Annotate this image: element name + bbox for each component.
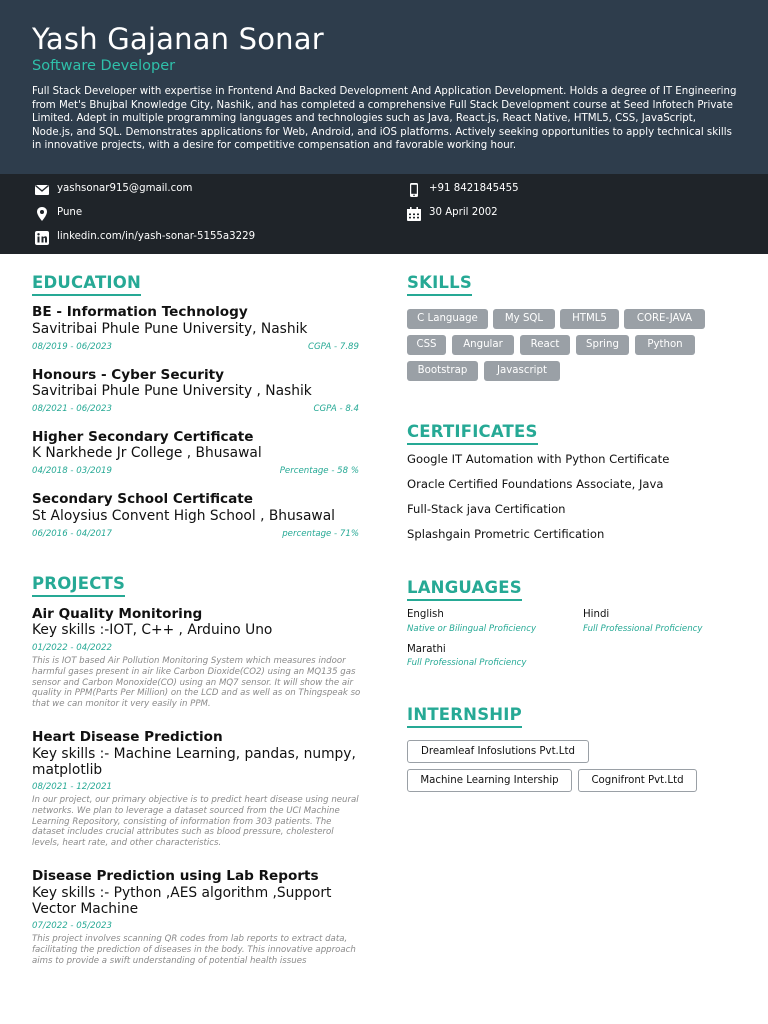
internship-heading: INTERNSHIP [407,705,522,728]
contact-bar [0,174,768,254]
project-description: This project involves scanning QR codes from lab reports to extract data, facilitating the prediction of diseases in the body. This innovative approach aims to provide a swift understanding of potential health issues [32,934,356,966]
language-proficiency: Native or Bilingual Proficiency [407,624,537,634]
education-dates: 06/2016 - 04/2017 [32,529,112,539]
map-pin-icon [34,206,50,222]
skill-tag: React [520,335,570,355]
internship-tag: Cognifront Pvt.Ltd [578,769,697,792]
project-description: This is IOT based Air Pollution Monitoring System which measures indoor harmful gases present in air like Carbon Dioxide(CO2) using an MQ135 gas sensor and Carbon Monoxide(CO) using an MQ7 sensor. It will show the air quality in PPM(Parts Per Million) on the LCD and as well as on Thingspeak so that we can monitor it very easily in PPM. [32,656,361,710]
projects-heading: PROJECTS [32,574,125,597]
language-name: English [407,609,444,620]
resume-header [0,0,768,174]
project-title: Heart Disease Prediction [32,729,223,745]
education-degree: Secondary School Certificate [32,491,253,507]
education-institution: Savitribai Phule Pune University, Nashik [32,321,308,337]
project-title: Air Quality Monitoring [32,606,203,622]
mobile-phone-icon [406,182,422,198]
education-heading: EDUCATION [32,273,141,296]
language-proficiency: Full Professional Proficiency [583,624,703,634]
language-name: Hindi [583,609,610,620]
internship-tag: Dreamleaf Infoslutions Pvt.Ltd [407,740,589,763]
language-name: Marathi [407,644,446,655]
education-score: CGPA - 8.4 [313,404,359,414]
candidate-name: Yash Gajanan Sonar [32,22,324,56]
education-dates: 08/2019 - 06/2023 [32,342,112,352]
certificate-item: Splashgain Prometric Certification [407,527,605,541]
languages-heading: LANGUAGES [407,578,522,601]
education-institution: K Narkhede Jr College , Bhusawal [32,445,262,461]
professional-summary: Full Stack Developer with expertise in Frontend And Backed Development And Application Development. Holds a degree of IT Engineering from Met's Bhujbal Knowledge City, Nashik, and has completed a comprehensive Full Stack Development course at Seed Infotech Private Limited. Adept in multiple programming languages and technologies such as Java, React.js, React Native, HTML5, CSS, JavaScript, Node.js, and SQL. Demonstrates applications for Web, Android, and iOS platforms. Actively seeking opportunities to apply technical skills in innovative projects, with a desire for competitive compensation and favorable working hour. [32,86,737,151]
education-degree: Honours - Cyber Security [32,367,225,383]
project-key-skills: Key skills :-IOT, C++ , Arduino Uno [32,622,273,638]
education-degree: Higher Secondary Certificate [32,429,254,445]
education-institution: St Aloysius Convent High School , Bhusawal [32,508,336,524]
education-dates: 08/2021 - 06/2023 [32,404,112,414]
education-score: CGPA - 7.89 [308,342,359,352]
education-degree: BE - Information Technology [32,304,248,320]
location-text: Pune [57,207,83,218]
project-dates: 08/2021 - 12/2021 [32,782,112,792]
skills-heading: SKILLS [407,273,472,296]
certificate-item: Full-Stack java Certification [407,502,566,516]
internship-tag: Machine Learning Intership [407,769,572,792]
skill-tag: Angular [452,335,514,355]
envelope-icon [34,182,50,198]
project-key-skills: Key skills :- Python ,AES algorithm ,Support Vector Machine [32,885,332,917]
language-proficiency: Full Professional Proficiency [407,658,527,668]
job-title: Software Developer [32,58,176,74]
phone-text: +91 8421845455 [429,183,519,194]
project-description: In our project, our primary objective is to predict heart disease using neural networks. We plan to leverage a dataset sourced from the UCI Machine Learning Repository, consisting of information from 303 patients. The dataset includes crucial attributes such as blood pressure, cholesterol levels, heart rate, and other characteristics. [32,795,359,849]
certificate-item: Oracle Certified Foundations Associate, Java [407,477,664,491]
project-title: Disease Prediction using Lab Reports [32,868,319,884]
education-institution: Savitribai Phule Pune University , Nashik [32,383,312,399]
skill-tag: CSS [407,335,446,355]
skill-tag: HTML5 [560,309,619,329]
education-score: Percentage - 58 % [279,466,359,476]
project-dates: 07/2022 - 05/2023 [32,921,112,931]
skill-tag: Spring [576,335,629,355]
skill-tag: Bootstrap [407,361,478,381]
education-dates: 04/2018 - 03/2019 [32,466,112,476]
skill-tag: My SQL [493,309,555,329]
project-dates: 01/2022 - 04/2022 [32,643,112,653]
skill-tag: C Language [407,309,488,329]
education-score: percentage - 71% [282,529,359,539]
certificates-heading: CERTIFICATES [407,422,538,445]
project-key-skills: Key skills :- Machine Learning, pandas, numpy, matplotlib [32,746,356,778]
linkedin-link[interactable]: linkedin.com/in/yash-sonar-5155a3229 [57,231,256,242]
linkedin-icon [34,230,50,246]
certificate-item: Google IT Automation with Python Certificate [407,452,670,466]
skill-tag: Python [635,335,695,355]
skill-tag: Javascript [484,361,560,381]
email-link[interactable]: yashsonar915@gmail.com [57,183,193,194]
calendar-icon [406,206,422,222]
skill-tag: CORE-JAVA [624,309,705,329]
date-of-birth-text: 30 April 2002 [429,207,498,218]
